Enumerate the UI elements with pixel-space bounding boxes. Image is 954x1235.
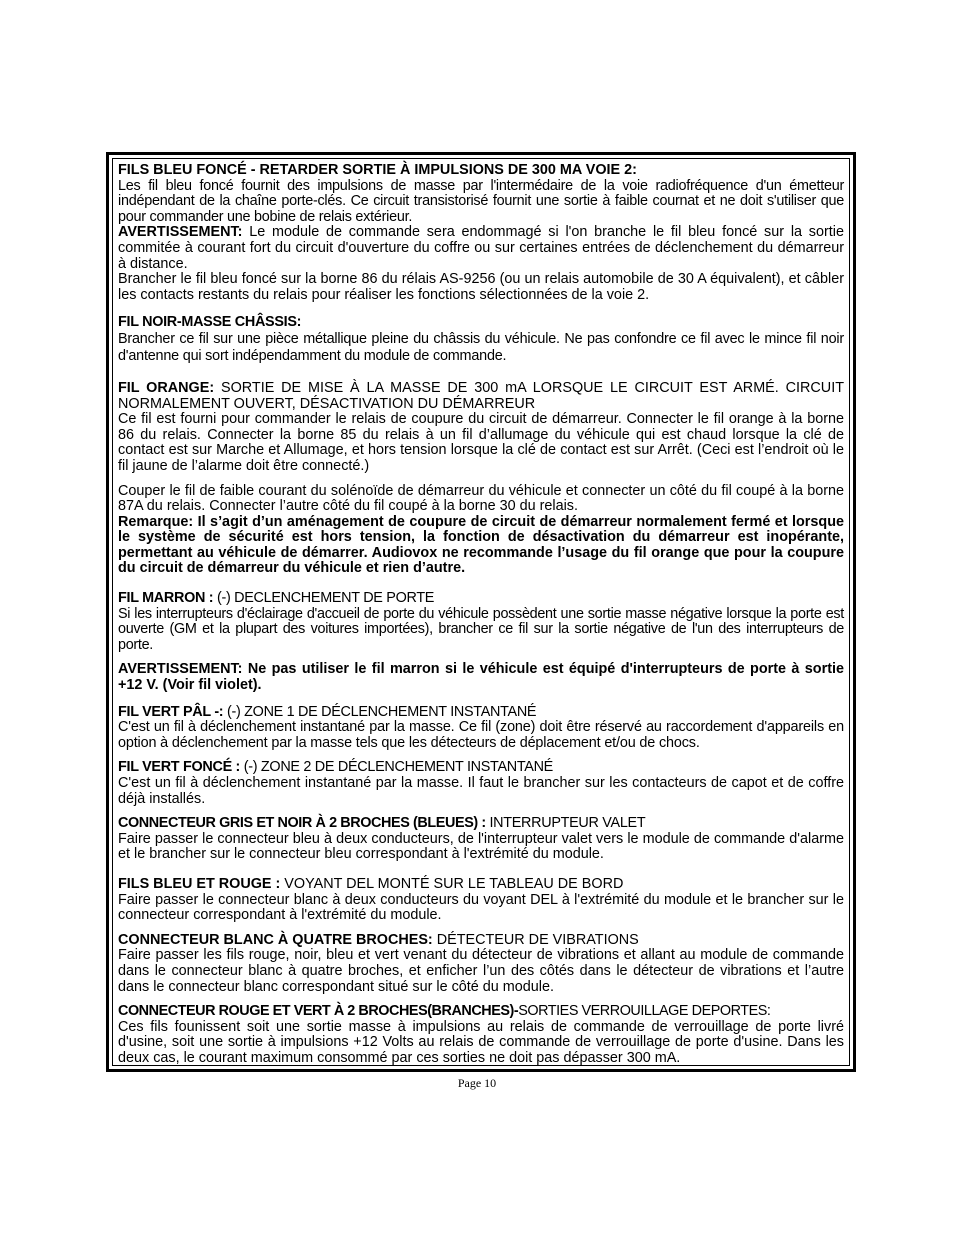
section-heading: CONNECTEUR ROUGE ET VERT À 2 BROCHES(BRANCHES)- (118, 1003, 519, 1020)
section-subheading: (-) ZONE 2 DE DÉCLENCHEMENT INSTANTANÉ (240, 759, 553, 776)
warning-paragraph (118, 225, 844, 272)
section-subheading: VOYANT DEL MONTÉ SUR LE TABLEAU DE BORD (280, 875, 624, 892)
document-body (118, 163, 844, 1076)
section-heading-line (118, 760, 844, 776)
section-text: Brancher ce fil sur une pièce métallique pleine du châssis du véhicule. Ne pas confondre ce fil avec le mince fil noir d'antenne qui sort indépendamment du module de commande. (118, 330, 844, 364)
section-heading: FIL VERT FONCÉ : (118, 759, 241, 776)
section-heading-line (118, 591, 844, 607)
section-valet-connector (118, 816, 844, 863)
section-heading: FIL NOIR-MASSE CHÂSSIS: (118, 314, 302, 331)
section-heading-line (118, 381, 844, 412)
warning-text: Le module de commande sera endommagé si l'on branche le fil bleu foncé sur la sortie commitée à courant fort du circuit d'ouverture du coffre ou sur certaines entrées de déclenchement du démarreur à distance. (118, 224, 844, 272)
section-heading: FIL ORANGE: (118, 379, 215, 396)
section-subheading: SORTIES VERROUILLAGE DEPORTES: (518, 1003, 771, 1020)
section-text: Faire passer le connecteur blanc à deux conducteurs du voyant DEL à l'extrémité du module et le brancher sur le connecteur correspondant à l'extrémité du module. (118, 891, 844, 924)
section-black-ground-wire (118, 315, 844, 365)
section-light-green-wire (118, 705, 844, 752)
section-heading: FIL MARRON : (118, 590, 214, 607)
section-text: Ces fils founissent soit une sortie masse à impulsions au relais de commande de verrouillage de porte livré d'usine, soit une sortie à impulsions +12 Volts au relais de commande de verrouillage de porte d'usine. Dans les deux cas, le courant maximum consommé par ces sorties ne doit pas dépasser 300 mA. (118, 1018, 844, 1066)
section-subheading: DÉTECTEUR DE VIBRATIONS (432, 931, 639, 948)
section-dark-blue-wires (118, 163, 844, 303)
section-heading-line (118, 816, 844, 832)
section-starter-cut (118, 484, 844, 578)
section-brown-wire (118, 591, 844, 653)
section-brown-warning (118, 662, 844, 693)
section-heading: FIL VERT PÂL -: (118, 703, 224, 720)
section-text: Brancher le fil bleu foncé sur la borne 86 du rélais AS-9256 (ou un relais automobile de 30 A équivalent), et câbler les contacts restants du relais pour réaliser les fonctions sélectionnées de la voie 2. (118, 271, 844, 303)
section-heading: CONNECTEUR BLANC À QUATRE BROCHES: (118, 931, 433, 948)
section-text: Faire passer les fils rouge, noir, bleu et vert venant du détecteur de vibrations et allant au module de commande dans le connecteur blanc à quatre broches, et enficher l’un des côtés dans le détecteur de vibrations et l’autre dans le connecteur blanc correspondant situé sur le côté du module. (118, 947, 844, 995)
section-heading: CONNECTEUR GRIS ET NOIR À 2 BROCHES (BLEUES) : (118, 815, 486, 832)
section-text: Si les interrupteurs d'éclairage d'accueil de porte du véhicule possèdent une sortie masse négative lorsque la porte est ouverte (GM et la plupart des voitures importées), brancher ce fil sur la sortie négative de l'un des interrupteurs de porte. (118, 605, 844, 653)
warning-label: AVERTISSEMENT: (118, 224, 243, 241)
section-heading-line (118, 705, 844, 721)
section-subheading: (-) ZONE 1 DE DÉCLENCHEMENT INSTANTANÉ (223, 703, 537, 720)
section-heading-line (118, 933, 844, 949)
page-border (106, 152, 856, 1072)
section-heading: FILS BLEU ET ROUGE : (118, 875, 281, 892)
page-number: Page 10 (457, 1076, 497, 1090)
section-text: C'est un fil à déclenchement instantané par la masse. Il faut le brancher sur les contacteurs de capot et de coffre déjà installés. (118, 775, 844, 807)
section-text: Couper le fil de faible courant du solénoïde de démarreur du véhicule et connecter un côté du fil coupé à la borne 87A du relais. Connecter l’autre côté du fil coupé à la borne 30 du relais. (118, 482, 844, 515)
section-text: C'est un fil à déclenchement instantané par la masse. Ce fil (zone) doit être réservé au raccordement d'appareils en option à déclenchement par la masse tels que les détecteurs de déplacement et/ou de chocs. (118, 719, 844, 751)
section-subheading: SORTIE DE MISE À LA MASSE DE 300 mA LORSQUE LE CIRCUIT EST ARMÉ. CIRCUIT NORMALEMENT OUVERT, DÉSACTIVATION DU DÉMARREUR (118, 379, 844, 412)
section-heading-line (118, 877, 844, 893)
section-vibration-connector (118, 933, 844, 995)
section-dark-green-wire (118, 760, 844, 807)
section-text: Faire passer le connecteur bleu à deux conducteurs, de l'interrupteur valet vers le module de commande d'alarme et le brancher sur le connecteur bleu correspondant à l'extrémité du module. (118, 830, 844, 863)
section-door-lock-connector (118, 1004, 844, 1066)
section-orange-wire (118, 381, 844, 475)
section-heading: FILS BLEU FONCÉ - RETARDER SORTIE À IMPULSIONS DE 300 MA VOIE 2: (118, 162, 637, 178)
section-led-wires (118, 877, 844, 924)
section-subheading: INTERRUPTEUR VALET (485, 815, 646, 832)
section-text: Les fil bleu foncé fournit des impulsions de masse par l'intermédaire de la voie radiofréquence d'un émetteur indépendant de la chaîne porte-clés. Ce circuit transistorisé fournit une sortie à faible cournat et ne doit s'utiliser que pour commander une bobine de relais extérieur. (118, 177, 844, 225)
warning-text: AVERTISSEMENT: Ne pas utiliser le fil marron si le véhicule est équipé d'interrupteurs de porte à sortie +12 V. (Voir fil violet). (118, 661, 844, 694)
section-text: Ce fil est fourni pour commander le relais de coupure du circuit de démarreur. Connecter le fil orange à la borne 86 du relais. Connecter la borne 85 du relais à un fil d’allumage du véhicule qui est chaud lorsque la clé de contact est sur Marche et Allumage, et hors tension lorsque la clé de contact est sur Arrêt. (Ceci est l’endroit où le fil jaune de l’alarme doit être connecté.) (118, 411, 844, 474)
remark-text: Remarque: Il s’agit d’un aménagement de coupure de circuit de démarreur normalement fermé et lorsque le système de sécurité est hors tension, la fonction de désactivation du démarreur est inopérante, permettant au véhicule de démarrer. Audiovox ne recommande l’usage du fil orange que pour la coupure du circuit de démarreur du véhicule et rien d’autre. (118, 513, 844, 577)
section-subheading: (-) DECLENCHEMENT DE PORTE (213, 590, 435, 607)
section-heading-line (118, 1004, 844, 1020)
